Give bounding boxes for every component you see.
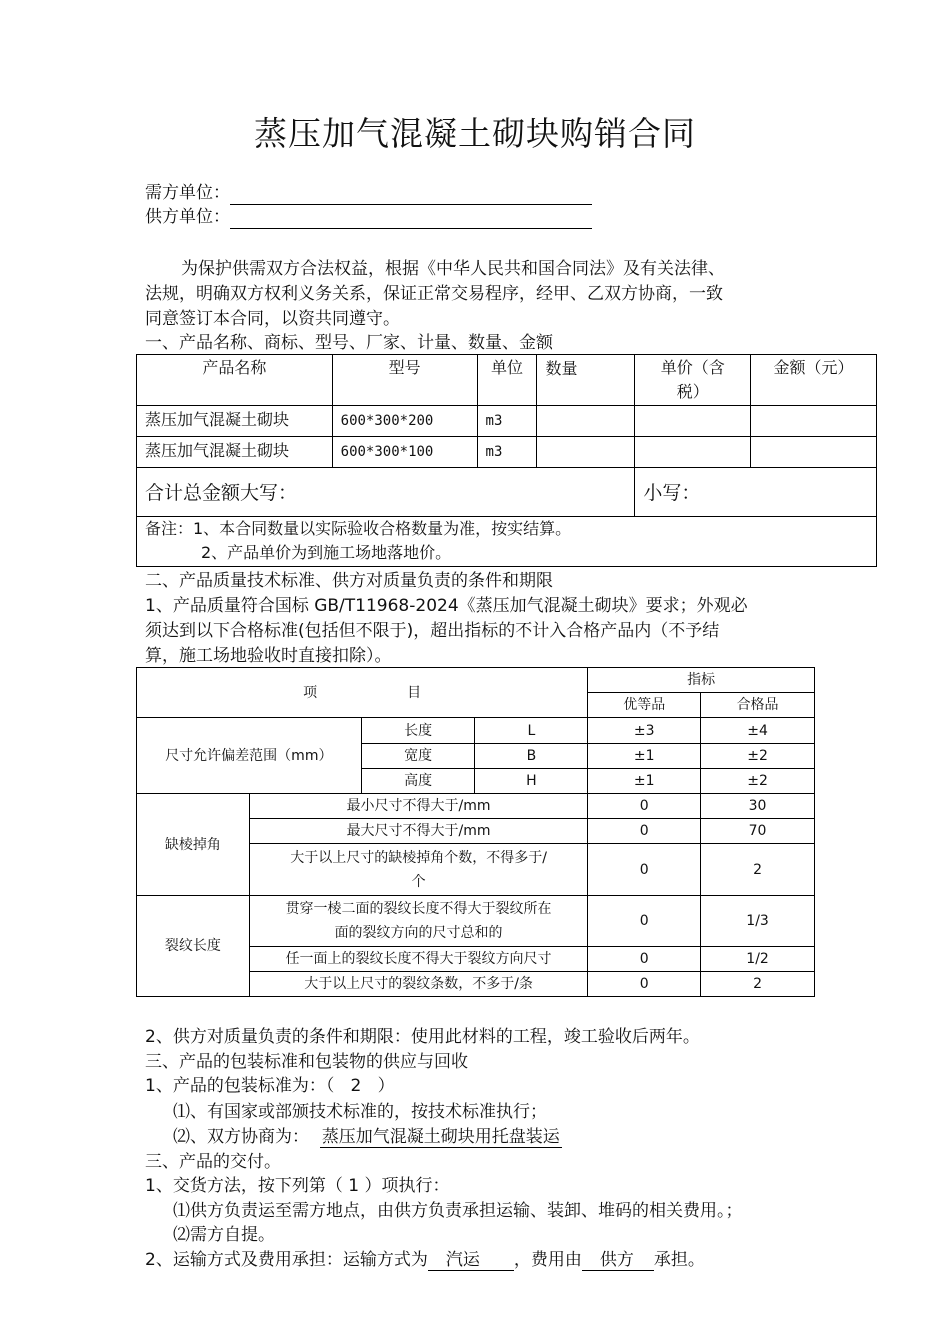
packaging-option-2-label: ⑵、双方协商为：: [173, 1127, 309, 1147]
table-row: [137, 406, 877, 437]
col-header-name: 产品名称: [137, 355, 333, 406]
value-qualified: ±2: [701, 769, 815, 794]
packaging-choice[interactable]: 2: [350, 1076, 362, 1096]
dim-symbol: B: [475, 744, 588, 769]
price-header-line1: 单价（含: [660, 358, 725, 377]
product-unit: m3: [477, 406, 537, 437]
table-row: [137, 718, 815, 744]
intro-line: 法规，明确双方权利义务关系，保证正常交易程序，经甲、乙双方协商，一致: [145, 284, 723, 304]
col-header-unit: 单位: [477, 355, 537, 406]
packaging-standard-line: [145, 1074, 395, 1098]
dim-name: 高度: [361, 769, 475, 794]
table-row: [137, 437, 877, 468]
buyer-label: 需方单位：: [145, 183, 230, 203]
delivery-label: 1、交货方法，按下列第（: [145, 1176, 343, 1196]
remark-cell: [137, 517, 877, 567]
col-header-model: 型号: [332, 355, 477, 406]
seller-line: [145, 205, 592, 229]
remark-line: 备注：1、本合同数量以实际验收合格数量为准，按实结算。: [145, 519, 572, 538]
table-row: [137, 896, 815, 947]
value-qualified: 1/3: [701, 896, 815, 947]
value-qualified: 2: [701, 844, 815, 896]
section2-heading: 二、产品质量技术标准、供方对质量负责的条件和期限: [145, 571, 553, 591]
table-header-row: [137, 355, 877, 406]
section2-para-line: 1、产品质量符合国标 GB/T11968-2024《蒸压加气混凝土砌块》要求；外观必: [145, 596, 748, 616]
criterion-text: [249, 896, 587, 947]
intro-line: 同意签订本合同，以资共同遵守。: [145, 309, 400, 329]
product-name: 蒸压加气混凝土砌块: [137, 437, 333, 468]
criterion-text: 大于以上尺寸的裂纹条数，不多于/条: [249, 972, 587, 997]
value-excellent: ±1: [588, 744, 701, 769]
delivery-method-line: [145, 1174, 449, 1198]
transport-line: [145, 1248, 705, 1272]
value-qualified: ±4: [701, 718, 815, 744]
product-amount[interactable]: [751, 437, 877, 468]
transport-label: 2、运输方式及费用承担：运输方式为: [145, 1250, 428, 1270]
total-lower-label[interactable]: 小写：: [635, 468, 877, 517]
item-header-a: 项: [303, 684, 318, 701]
value-excellent: 0: [588, 819, 701, 844]
section1-heading: 一、产品名称、商标、型号、厂家、计量、数量、金额: [145, 333, 553, 353]
dim-group-label: 尺寸允许偏差范围（mm）: [137, 718, 362, 794]
criterion-text: [249, 844, 587, 896]
grade-qualified-header: 合格品: [701, 693, 815, 718]
product-price[interactable]: [635, 406, 751, 437]
value-excellent: 0: [588, 947, 701, 972]
intro-line: 为保护供需双方合法权益，根据《中华人民共和国合同法》及有关法律、: [181, 259, 725, 279]
col-header-price: [635, 355, 751, 406]
criterion-text: 任一面上的裂纹长度不得大于裂纹方向尺寸: [249, 947, 587, 972]
value-qualified: 30: [701, 794, 815, 819]
section2-para-line: 须达到以下合格标准(包括但不限于)，超出指标的不计入合格产品内（不予结: [145, 621, 720, 641]
criterion-line: 面的裂纹方向的尺寸总和的: [334, 925, 503, 941]
packaging-label: 1、产品的包装标准为：（: [145, 1076, 335, 1096]
total-upper-label[interactable]: 合计总金额大写：: [137, 468, 635, 517]
product-model: 600*300*100: [332, 437, 477, 468]
col-header-qty: 数量: [537, 355, 635, 406]
dim-name: 宽度: [361, 744, 475, 769]
section3-heading: 三、产品的包装标准和包装物的供应与回收: [145, 1052, 468, 1072]
document-title: 蒸压加气混凝土砌块购销合同: [254, 114, 696, 153]
dim-symbol: H: [475, 769, 588, 794]
table-header-row: [137, 668, 815, 693]
packaging-option-1: ⑴、有国家或部颁技术标准的，按技术标准执行；: [173, 1102, 547, 1122]
product-qty[interactable]: [537, 437, 635, 468]
grade-excellent-header: 优等品: [588, 693, 701, 718]
dim-name: 长度: [361, 718, 475, 744]
indicator-header: 指标: [588, 668, 815, 693]
criterion-text: 最大尺寸不得大于/mm: [249, 819, 587, 844]
price-header-line2: 税）: [676, 382, 709, 401]
delivery-suffix: ）项执行：: [364, 1176, 450, 1196]
packaging-option-2: [173, 1125, 562, 1149]
value-excellent: ±1: [588, 769, 701, 794]
buyer-field[interactable]: [230, 184, 592, 205]
section2-para-line: 算，施工场地验收时直接扣除）。: [145, 646, 392, 666]
product-model: 600*300*200: [332, 406, 477, 437]
value-qualified: ±2: [701, 744, 815, 769]
table-row: [137, 794, 815, 819]
section4-heading: 三、产品的交付。: [145, 1152, 281, 1172]
col-header-amount: 金额（元）: [751, 355, 877, 406]
edge-group-label: 缺棱掉角: [137, 794, 250, 896]
transport-mode[interactable]: 汽运: [428, 1250, 514, 1271]
value-excellent: 0: [588, 896, 701, 947]
delivery-choice[interactable]: 1: [348, 1176, 360, 1196]
item-header: [137, 668, 588, 718]
buyer-line: [145, 181, 592, 205]
seller-field[interactable]: [230, 208, 592, 229]
transport-suffix: 承担。: [653, 1250, 705, 1270]
item-header-b: 目: [407, 684, 422, 701]
value-excellent: ±3: [588, 718, 701, 744]
value-qualified: 1/2: [701, 947, 815, 972]
product-qty[interactable]: [537, 406, 635, 437]
section2-item2: 2、供方对质量负责的条件和期限：使用此材料的工程，竣工验收后两年。: [145, 1027, 700, 1047]
product-price[interactable]: [635, 437, 751, 468]
product-amount[interactable]: [751, 406, 877, 437]
packaging-option-2-value[interactable]: 蒸压加气混凝土砌块用托盘装运: [321, 1127, 560, 1147]
crack-group-label: 裂纹长度: [137, 896, 250, 997]
criterion-line: 贯穿一棱二面的裂纹长度不得大于裂纹所在: [285, 901, 552, 917]
criterion-line: 大于以上尺寸的缺棱掉角个数，不得多于/: [290, 849, 547, 866]
remark-line: 2、产品单价为到施工场地落地价。: [201, 543, 452, 562]
value-excellent: 0: [588, 794, 701, 819]
value-qualified: 70: [701, 819, 815, 844]
dim-symbol: L: [475, 718, 588, 744]
product-unit: m3: [477, 437, 537, 468]
product-name: 蒸压加气混凝土砌块: [137, 406, 333, 437]
transport-mid: ，费用由: [513, 1250, 582, 1270]
criterion-line: 个: [411, 873, 426, 890]
quality-table: [136, 667, 815, 997]
value-excellent: 0: [588, 844, 701, 896]
value-qualified: 2: [701, 972, 815, 997]
value-excellent: 0: [588, 972, 701, 997]
product-table: [136, 354, 877, 567]
delivery-option-2: ⑵需方自提。: [173, 1225, 275, 1245]
delivery-option-1: ⑴供方负责运至需方地点，由供方负责承担运输、装卸、堆码的相关费用。；: [173, 1201, 743, 1221]
total-row: [137, 468, 877, 517]
criterion-text: 最小尺寸不得大于/mm: [249, 794, 587, 819]
remark-row: [137, 517, 877, 567]
packaging-suffix: ）: [377, 1076, 395, 1096]
seller-label: 供方单位：: [145, 207, 230, 227]
transport-payer[interactable]: 供方: [582, 1250, 654, 1271]
